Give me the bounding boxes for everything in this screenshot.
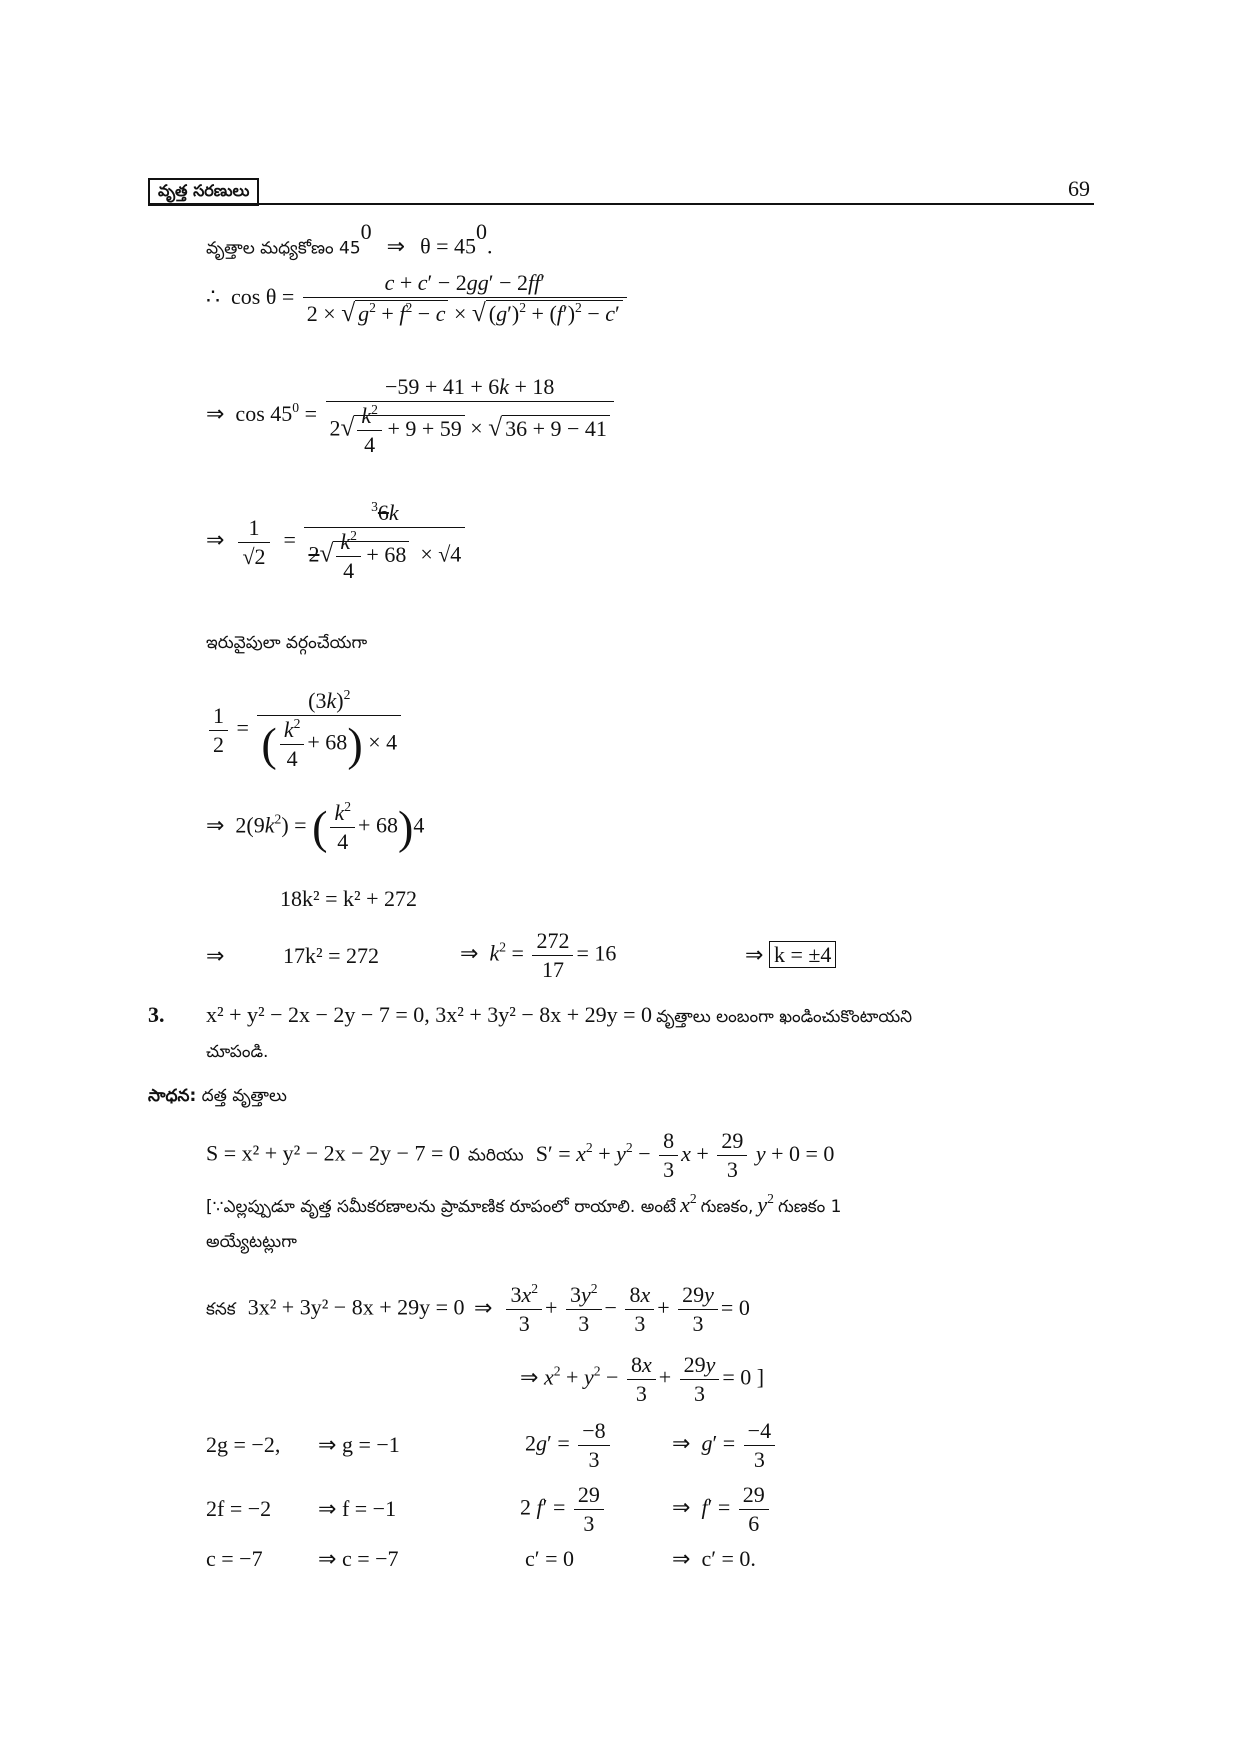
eq-16: = 16	[576, 940, 617, 966]
note-x2: x	[680, 1192, 690, 1217]
fprime-line: 2 f′ = $\frac{29}{3}$	[520, 1482, 607, 1537]
gprime-line: 2g′ = $\frac{-8}{3}$	[525, 1418, 613, 1473]
fp-res-den: 6	[739, 1509, 769, 1537]
cos-45-equation: ⇒ $\cos 45^0$ = −59 + 41 + 6k + 18 2√ $\frac{k^2}{4}$ + 9 + 59 × √ 36 + 9 − 41	[206, 374, 617, 458]
s-equation: S = x² + y² − 2x − 2y − 7 = 0	[206, 1140, 460, 1166]
arrow-1: ⇒	[206, 943, 225, 968]
fprime-result-line: ⇒ f′ = $\frac{29}{6}$	[672, 1482, 772, 1537]
problem-text-2: చూపండి.	[206, 1042, 269, 1062]
one-over-root2-equation: ⇒ $\frac{1}{√2}$ = $^3$6k 2√ $\frac{k^2}{4}$ + 68 × √4	[206, 500, 468, 584]
k-squared-result: ⇒ $k^2$ = $\frac{272}{17}$ = 16	[460, 928, 617, 982]
problem-equations: x² + y² − 2x − 2y − 7 = 0, 3x² + 3y² − 8x + 29y = 0	[206, 1002, 653, 1027]
angle-statement-line: వృత్తాల మధ్యకోణం $45^0$ ⇒ $\theta = 45^0$.	[206, 219, 493, 259]
gp-den: 3	[578, 1445, 609, 1473]
header-rule	[148, 203, 1094, 205]
problem-text-1: వృత్తాలు లంబంగా ఖండించుకొంటాయని	[656, 1007, 913, 1027]
note-y2: y	[757, 1192, 768, 1217]
squaring-note: ఇరువైపులా వర్గంచేయగా	[206, 633, 368, 653]
solution-given: దత్త వృత్తాలు	[201, 1086, 287, 1106]
eq-17k: 17k² = 272	[283, 943, 380, 968]
note-end: గుణకం 1	[777, 1197, 842, 1217]
g-right-line: ⇒ g = −1	[318, 1432, 400, 1457]
problem-statement	[206, 1002, 912, 1031]
kanaka-line: కనక 3x² + 3y² − 8x + 29y = 0 ⇒ $\frac{3x^2}{3}$ + $\frac{3y^2}{3}$ − $\frac{8x}{3}$ + $\frac{29y}{3}$ = 0	[206, 1281, 750, 1336]
chapter-title-box	[148, 178, 259, 206]
problem-number: 3.	[148, 1002, 165, 1027]
cprime-result-line: ⇒ c′ = 0.	[672, 1546, 756, 1571]
frac-17: 17	[532, 955, 573, 983]
gprime-result-line: ⇒ g′ = $\frac{-4}{3}$	[672, 1418, 778, 1473]
c-left: c = −7	[206, 1546, 263, 1571]
chapter-title: వృత్త సరణులు	[158, 181, 250, 200]
kanaka-word: కనక	[206, 1299, 236, 1320]
g-right: g = −1	[341, 1432, 400, 1457]
gp-res-den: 3	[744, 1445, 775, 1473]
fp-den: 3	[574, 1509, 604, 1537]
page-number: 69	[1068, 176, 1090, 201]
note-mid: గుణకం,	[700, 1197, 754, 1217]
note-2: అయ్యేటట్లుగా	[206, 1232, 297, 1252]
s-equations-line: S = x² + y² − 2x − 2y − 7 = 0 మరియు $S' = x^2 + y^2$ − $\frac{8}{3}$ x + $\frac{29}{3}$ y + 0 = 0	[206, 1128, 835, 1182]
g-left: 2g = −2,	[206, 1432, 281, 1457]
and-word: మరియు	[467, 1145, 524, 1166]
angle-result: θ = 45	[420, 233, 477, 259]
angle-sup: 0	[360, 219, 372, 244]
note-1: [∵ఎల్లప్పుడూ వృత్త సమీకరణాలను ప్రామాణిక రూపంలో రాయాలి. అంటే	[206, 1197, 677, 1217]
solution-label: సాధన:	[148, 1086, 197, 1106]
solution-label-line	[148, 1086, 287, 1110]
f-left: 2f = −2	[206, 1496, 272, 1521]
gp-res-num: −4	[747, 1418, 772, 1443]
cprime-right: c′ = 0.	[701, 1546, 756, 1571]
kanaka-equation: 3x² + 3y² − 8x + 29y = 0	[247, 1294, 465, 1320]
answer-line: ⇒ k = ±4	[745, 942, 836, 968]
standard-form-line: ⇒ $x^2 + y^2$ − $\frac{8x}{3}$ + $\frac{29y}{3}$ = 0 ]	[520, 1352, 765, 1406]
eq-18k: 18k² = k² + 272	[280, 886, 418, 911]
cos-theta-formula: ∴ cos θ = $\frac{c + c' - 2gg' - 2ff'}{2 \times √ g^2 + f^2 - c \times √ (g')^2 + (f')^2 - c'}$	[206, 270, 630, 328]
fp-num: 29	[577, 1482, 600, 1507]
f-right-line: ⇒ f = −1	[318, 1496, 397, 1521]
answer-k-box: k = ±4	[769, 941, 836, 968]
angle-result-sup: 0	[476, 219, 488, 244]
half-equation: $\frac{1}{2}$ = $(3k)^2$ ( $\frac{k^2}{4}$ + 68) × 4	[206, 688, 404, 772]
gp-num: −8	[582, 1418, 606, 1443]
nine-k-equation: ⇒ $2(9k^2)$ = ( $\frac{k^2}{4}$ + 68)4	[206, 799, 425, 854]
angle-statement: వృత్తాల మధ్యకోణం 45	[206, 238, 361, 259]
f-right: f = −1	[341, 1496, 397, 1521]
note-line-1: [∵ఎల్లప్పుడూ వృత్త సమీకరణాలను ప్రామాణిక రూపంలో రాయాలి. అంటే $x^2$ గుణకం, $y^2$ గుణకం 1	[206, 1191, 842, 1217]
fp-res-num: 29	[742, 1482, 765, 1507]
c-right-line: ⇒ c = −7	[318, 1546, 399, 1571]
c-right: c = −7	[341, 1546, 399, 1571]
frac-272: 272	[536, 928, 570, 953]
cprime-left: c′ = 0	[525, 1546, 574, 1571]
